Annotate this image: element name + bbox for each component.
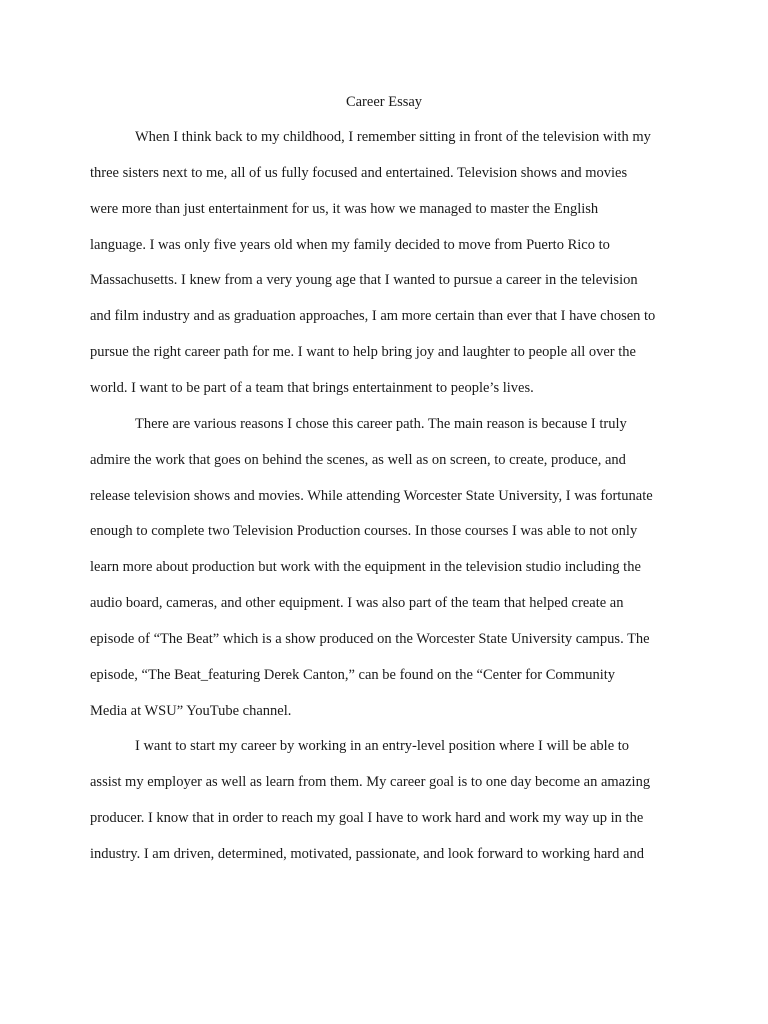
body-text-line: episode, “The Beat_featuring Derek Canton,” can be found on the “Center for Community (90, 666, 616, 683)
body-text-line: were more than just entertainment for us, it was how we managed to master the English (90, 200, 599, 217)
body-text-line: and film industry and as graduation approaches, I am more certain than ever that I have chosen to (90, 308, 656, 325)
body-text-line: release television shows and movies. While attending Worcester State University, I was fortunate (90, 487, 653, 504)
body-text-line: When I think back to my childhood, I remember sitting in front of the television with my (135, 129, 651, 145)
body-text-line: language. I was only five years old when my family decided to move from Puerto Rico to (90, 236, 610, 253)
body-text-line: episode of “The Beat” which is a show produced on the Worcester State University campus. The (90, 630, 650, 647)
document-title: Career Essay (345, 94, 423, 110)
body-text-line: industry. I am driven, determined, motivated, passionate, and look forward to working hard and (90, 846, 644, 862)
body-text-line: audio board, cameras, and other equipment. I was also part of the team that helped create an (90, 595, 624, 612)
body-text-line: assist my employer as well as learn from them. My career goal is to one day become an amazing (90, 774, 651, 791)
body-text-line: three sisters next to me, all of us fully focused and entertained. Television shows and movies (90, 164, 628, 181)
body-text-line: Media at WSU” YouTube channel. (90, 702, 292, 719)
body-text-line: enough to complete two Television Production courses. In those courses I was able to not only (90, 523, 638, 540)
body-text-line: I want to start my career by working in an entry-level position where I will be able to (135, 738, 630, 755)
body-text-line: learn more about production but work with the equipment in the television studio including the (90, 559, 641, 576)
body-text-line: world. I want to be part of a team that brings entertainment to people’s lives. (90, 379, 534, 396)
body-text-line: There are various reasons I chose this career path. The main reason is because I truly (135, 415, 627, 432)
body-text-line: admire the work that goes on behind the scenes, as well as on screen, to create, produce, and (90, 451, 626, 468)
body-text-line: pursue the right career path for me. I want to help bring joy and laughter to people all over the (90, 344, 636, 361)
body-text-line: Massachusetts. I knew from a very young age that I wanted to pursue a career in the television (90, 272, 638, 289)
body-text-line: producer. I know that in order to reach my goal I have to work hard and work my way up in the (90, 810, 644, 827)
